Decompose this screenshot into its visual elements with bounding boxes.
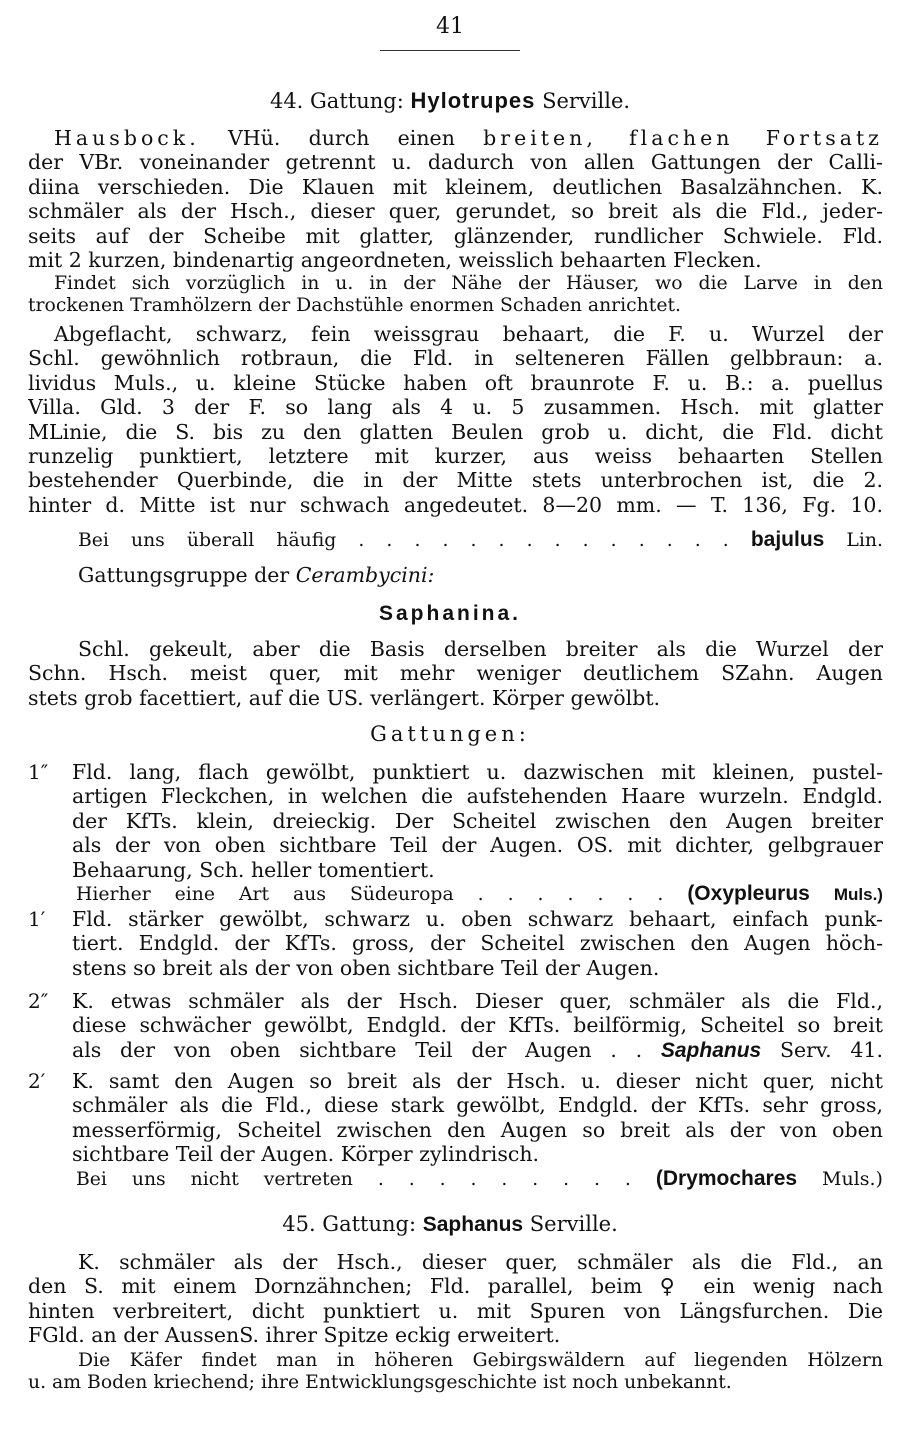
result-text: Hierher eine Art aus Südeuropa [76, 883, 454, 905]
text-line: FGld. an der AussenS. ihrer Spitze eckig erweitert. [28, 1323, 561, 1348]
genus-45-heading-num: 45. Gattung: [282, 1212, 417, 1236]
key-mark: 2″ [28, 989, 49, 1013]
text-line [72, 1038, 883, 1062]
text-line: schmäler als der Hsch., dieser quer, gerundet, so breit als die Fld., jeder- [28, 199, 883, 224]
text-line: tiert. Endgld. der KfTs. gross, der Scheitel zwischen den Augen höch- [72, 931, 883, 956]
text-line: K. schmäler als der Hsch., dieser quer, schmäler als die Fld., an [78, 1250, 883, 1274]
text-line [72, 1167, 883, 1191]
text-line: Fld. lang, flach gewölbt, punktiert u. dazwischen mit kleinen, pustel- [72, 760, 883, 784]
group-title-prefix: Gattungsgruppe der [78, 563, 290, 587]
result-genus: (Oxypleurus [687, 881, 810, 905]
result-genus: Saphanus [660, 1038, 762, 1062]
text-line: hinter d. Mitte ist nur schwach angedeutet. 8—20 mm. — T. 136, Fg. 10. [28, 492, 883, 517]
text-line [28, 529, 883, 551]
subtribe-name: Saphanina. [378, 602, 522, 625]
text-line: bestehender Querbinde, die in der Mitte stets unterbrochen ist, die 2. [28, 468, 883, 493]
text-line: Behaarung, Sch. heller tomentiert. [72, 857, 435, 882]
text-line [72, 882, 883, 906]
text-line: K. samt den Augen so breit als der Hsch. u. dieser nicht quer, nicht [72, 1069, 883, 1093]
group-title-name: Cerambycini: [295, 563, 435, 587]
subtribe-heading [0, 601, 900, 626]
leader-dots: . . . . . . . [477, 883, 664, 905]
text-segment: VHü. durch einen [199, 126, 484, 150]
text-line: artigen Fleckchen, in welchen die aufstehenden Haare wurzeln. Endgld. [72, 784, 883, 809]
leader-dots: . . [610, 1037, 643, 1062]
genus-45-author: Serville. [529, 1212, 618, 1236]
species-name: bajulus [750, 529, 825, 551]
text-line: stens so breit als der von oben sichtbare Teil der Augen. [72, 955, 660, 980]
text-line: hinten verbreitert, dicht punktiert u. mit Spuren von Längsfurchen. Die [28, 1298, 883, 1323]
species-description [28, 322, 883, 517]
genus-44-name: Hylotrupes [410, 88, 536, 113]
common-name: Hausbock. [54, 126, 200, 150]
text-line: seits auf der Scheibe mit glatter, glänzender, rundlicher Schwiele. Fld. [28, 223, 883, 248]
text-line: u. am Boden kriechend; ihre Entwicklungsgeschichte ist noch unbekannt. [28, 1372, 732, 1394]
species-occurrence: Bei uns überall häufig [78, 530, 337, 551]
text-line: stets grob facettiert, auf die US. verlängert. Körper gewölbt. [28, 685, 661, 710]
genus-45-note [28, 1350, 883, 1395]
group-description [28, 637, 883, 710]
leader-dots: . . . . . . . . . [377, 1168, 631, 1190]
text-line: diina verschieden. Die Klauen mit kleinem, deutlichen Basalzähnchen. K. [28, 174, 883, 199]
text-line: messerförmig, Scheitel zwischen den Augen so breit als der von oben [72, 1117, 883, 1142]
genus-45-heading [0, 1212, 900, 1237]
text-line: Schn. Hsch. meist quer, mit mehr weniger deutlichem SZahn. Augen [28, 661, 883, 686]
text-line: diese schwächer gewölbt, Endgld. der KfTs. beilförmig, Scheitel so breit [72, 1013, 883, 1038]
genus-44-description [28, 126, 883, 272]
genus-44-heading-num: 44. Gattung: [269, 89, 404, 113]
key-mark: 2′ [28, 1069, 46, 1093]
text-line: der VBr. voneinander getrennt u. dadurch von allen Gattungen der Calli- [28, 150, 883, 175]
text-line: MLinie, die S. bis zu den glatten Beulen grob u. dicht, die Fld. dicht [28, 419, 883, 444]
leader-dots: . . . . . . . . . . . . . . [358, 530, 729, 551]
text-line: mit 2 kurzen, bindenartig angeordneten, weisslich behaarten Flecken. [28, 247, 762, 272]
result-text: Bei uns nicht vertreten [76, 1168, 353, 1190]
text-line: Villa. Gld. 3 der F. so lang als 4 u. 5 zusammen. Hsch. mit glatter [28, 395, 883, 420]
text-line: Die Käfer findet man in höheren Gebirgswäldern auf liegenden Hölzern [78, 1350, 883, 1371]
genus-44-note [28, 273, 883, 318]
text-line: Schl. gekeult, aber die Basis derselben breiter als die Wurzel der [78, 637, 883, 661]
genus-44-heading [0, 88, 900, 114]
text-line: runzelig punktiert, letztere mit kurzer, aus weiss behaarten Stellen [28, 443, 883, 468]
text-line: Fld. stärker gewölbt, schwarz u. oben schwarz behaart, einfach punk- [72, 907, 883, 931]
text-segment: als der von oben sichtbare Teil der Augen [72, 1037, 592, 1062]
page-number: 41 [436, 14, 464, 39]
result-author: Serv. 41. [779, 1037, 883, 1062]
key-mark: 1″ [28, 760, 49, 784]
key-entry [28, 989, 883, 1062]
result-genus: (Drymochares [655, 1166, 798, 1190]
text-line: der KfTs. klein, dreieckig. Der Scheitel zwischen den Augen breiter [72, 808, 883, 833]
text-line: trockenen Tramhölzern der Dachstühle enormen Schaden anrichtet. [28, 295, 681, 317]
text-line: Schl. gewöhnlich rotbraun, die Fld. in selteneren Fällen gelbbraun: a. [28, 346, 883, 371]
key-entry [28, 907, 883, 980]
text-line: schmäler als die Fld., diese stark gewölbt, Endgld. der KfTs. sehr gross, [72, 1093, 883, 1118]
text-line [28, 126, 883, 150]
result-author: Muls.) [821, 1167, 883, 1190]
key-entry [28, 1069, 883, 1191]
genus-45-description [28, 1250, 883, 1348]
species-result-line [28, 529, 883, 551]
key-entry [28, 760, 883, 906]
text-line: als der von oben sichtbare Teil der Augen. OS. mit dichter, gelbgrauer [72, 833, 883, 858]
genus-45-name: Saphanus [422, 1213, 524, 1236]
key-mark: 1′ [28, 907, 46, 931]
text-line: lividus Muls., u. kleine Stücke haben oft braunrote F. u. B.: a. puellus [28, 370, 883, 395]
text-line: sichtbare Teil der Augen. Körper zylindrisch. [72, 1142, 540, 1167]
header-rule [380, 50, 520, 51]
text-line: Findet sich vorzüglich in u. in der Nähe der Häuser, wo die Larve in den [54, 273, 883, 294]
text-line: den S. mit einem Dornzähnchen; Fld. parallel, beim ♀ ein wenig nach [28, 1274, 883, 1299]
result-author: Muls.) [833, 884, 883, 904]
text-line: K. etwas schmäler als der Hsch. Dieser quer, schmäler als die Fld., [72, 989, 883, 1013]
key-heading: Gattungen: [370, 722, 530, 746]
genus-44-author: Serville. [542, 89, 631, 113]
text-line [28, 563, 883, 587]
species-author: Lin. [846, 530, 883, 551]
group-title [28, 563, 883, 587]
text-line: Abgeflacht, schwarz, fein weissgrau behaart, die F. u. Wurzel der [54, 322, 883, 346]
emphasis-text: breiten, flachen Fortsatz [483, 126, 883, 150]
